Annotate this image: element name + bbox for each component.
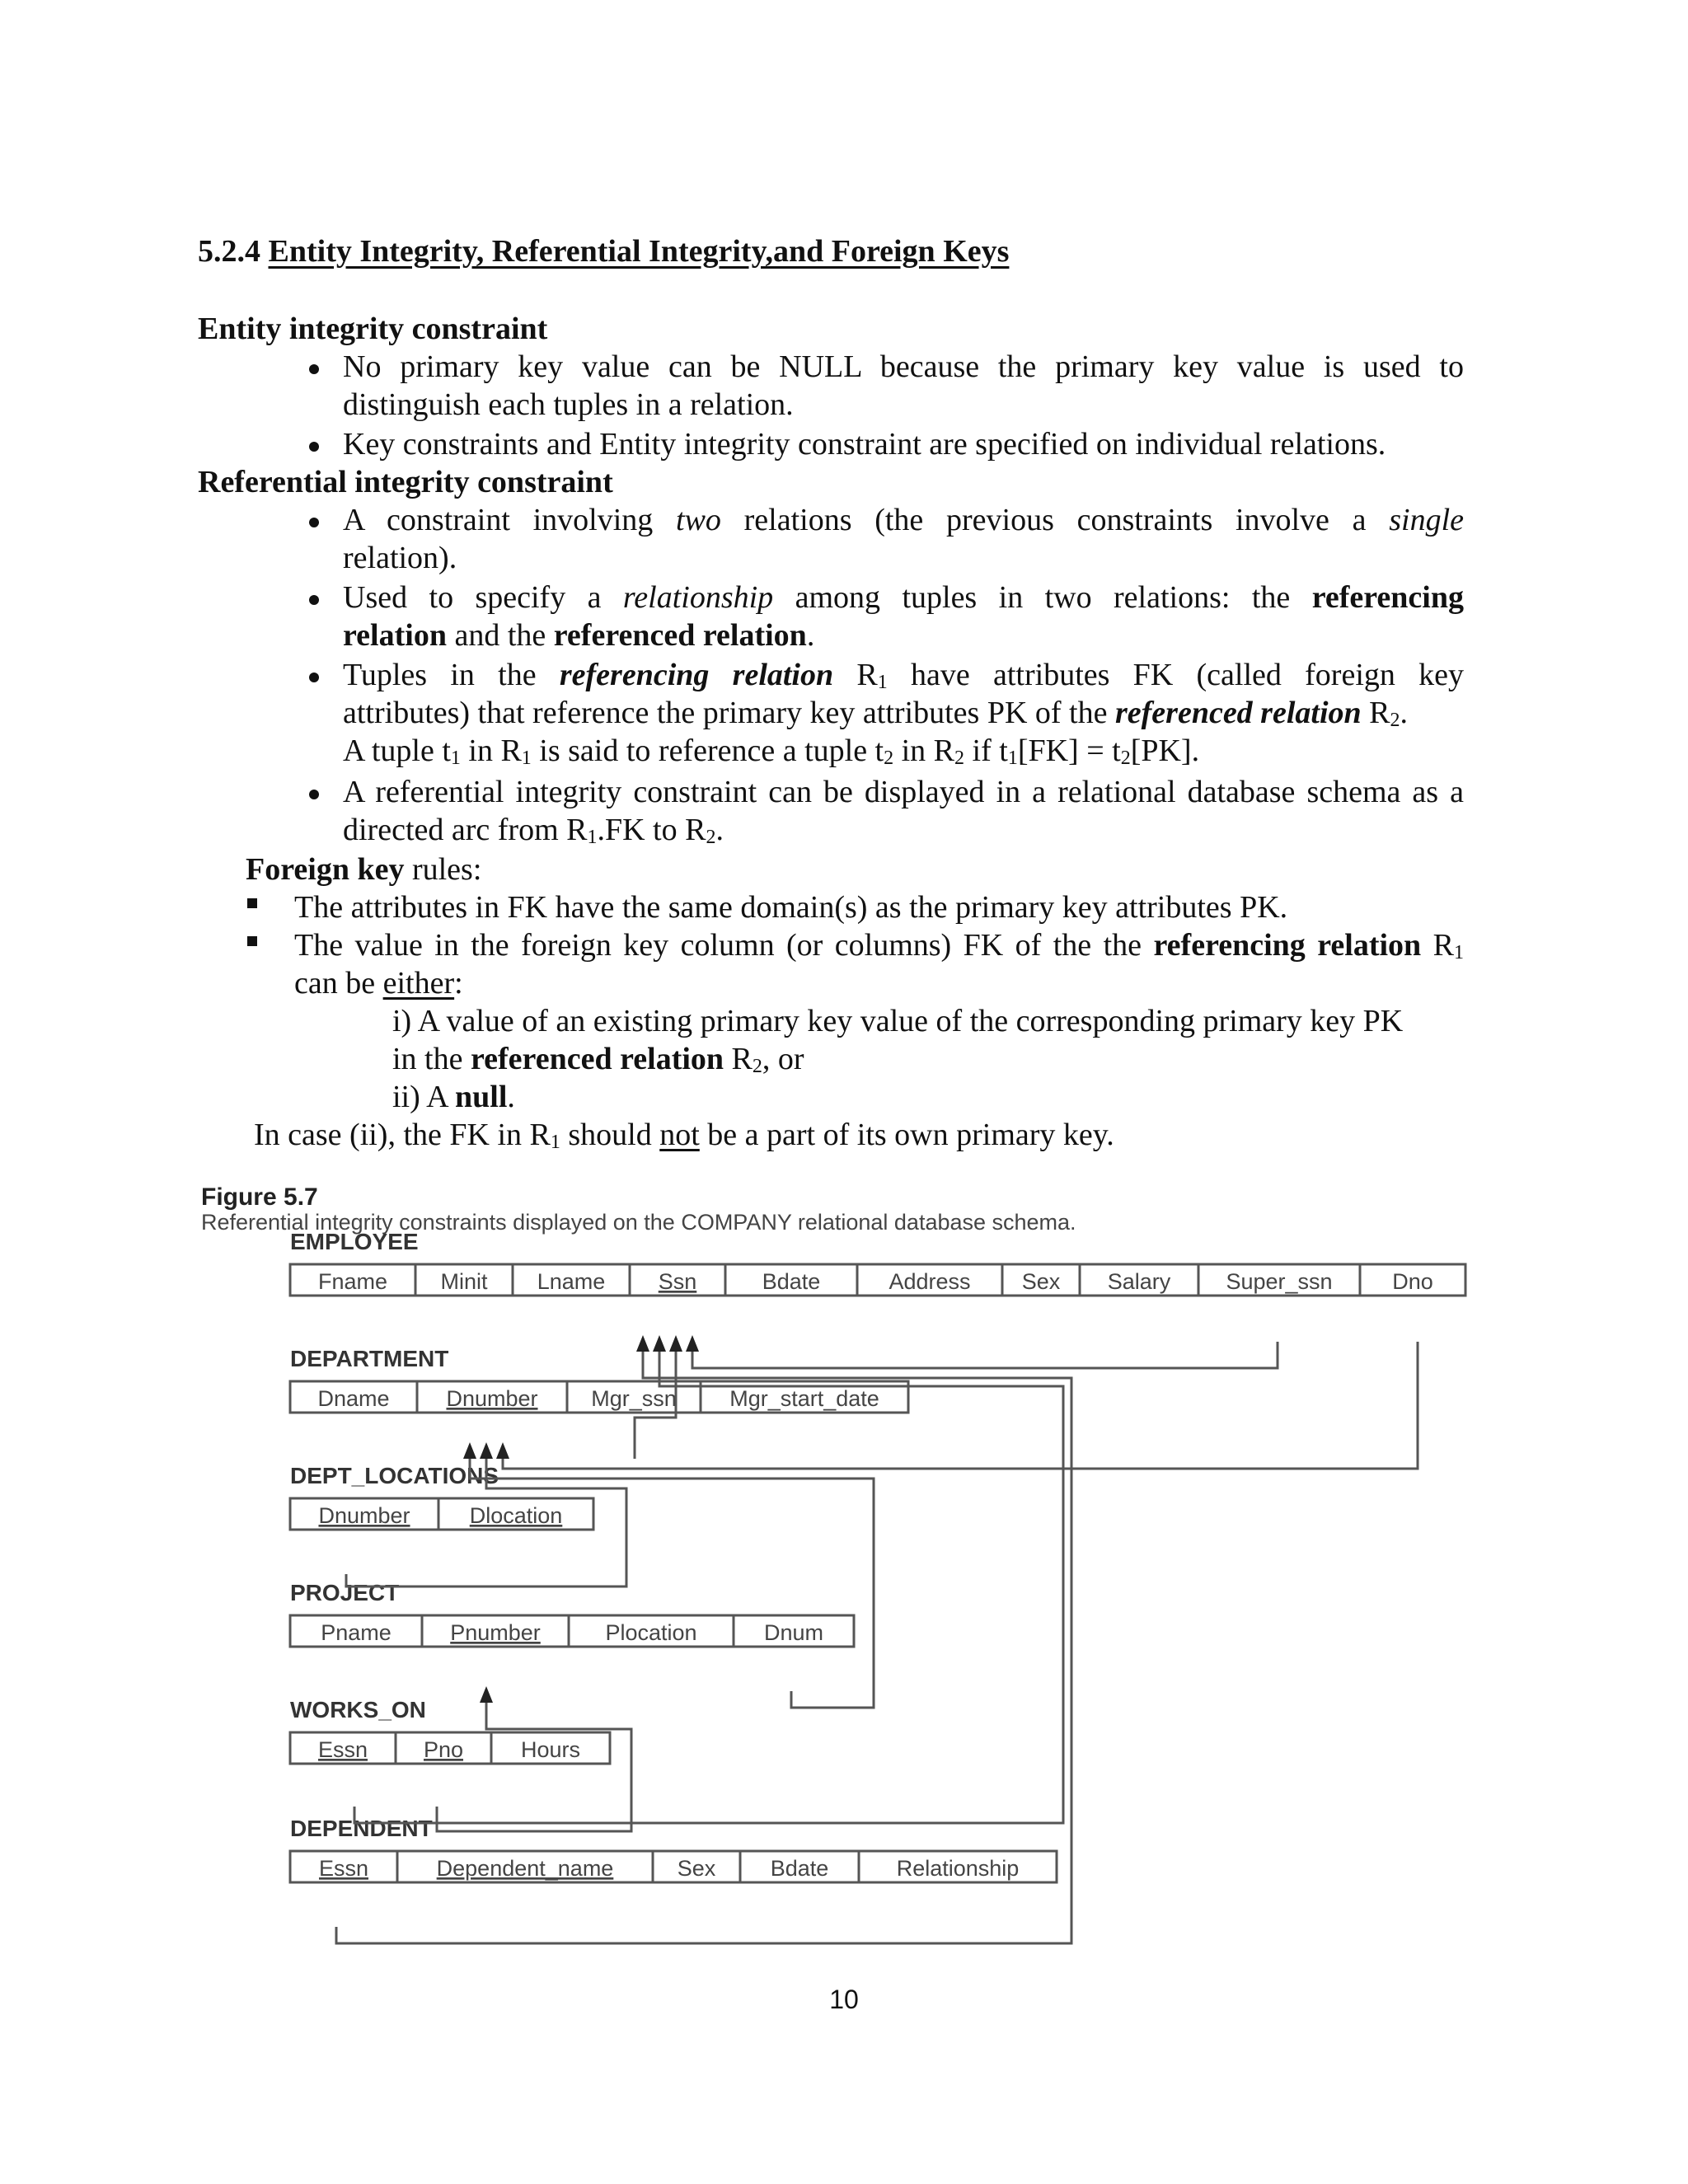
- arrowhead: [653, 1335, 666, 1352]
- attribute-label: Mgr_start_date: [729, 1386, 879, 1411]
- ref-bullet-3-line3: A tuple $t_1$ in $R_1$ is said to reference a tuple $t_2$ in $R_2$ if $t_1[FK] = t_2[PK]$.: [343, 733, 1200, 769]
- referential-integrity-heading: Referential integrity constraint: [198, 465, 613, 499]
- attribute-label: Super_ssn: [1226, 1269, 1333, 1294]
- table-name: EMPLOYEE: [290, 1229, 419, 1254]
- fk-rule-2-line2: can be either:: [294, 966, 463, 1001]
- attribute-label: Essn: [318, 1856, 369, 1881]
- entity-integrity-heading: Entity integrity constraint: [198, 312, 548, 346]
- section-number: 5.2.4: [198, 234, 260, 269]
- figure-label: Figure 5.7: [201, 1183, 318, 1211]
- attribute-label: Bdate: [762, 1269, 821, 1294]
- fk-option-1-line2: in the referenced relation $R_2$, or: [392, 1042, 804, 1077]
- arrowhead: [480, 1686, 493, 1703]
- arc-dnum-to-dnumber: [470, 1459, 874, 1708]
- ref-bullet-2-line1: Used to specify a relationship among tuples in two relations: the referencing: [343, 580, 1464, 615]
- attribute-label: Minit: [440, 1269, 488, 1294]
- schema-tables: [290, 1229, 1465, 1882]
- ref-bullet-3-line1: Tuples in the referencing relation $R_1$ have attributes FK (called foreign key: [343, 658, 1465, 693]
- attribute-label: Dnum: [763, 1620, 824, 1645]
- attribute-label: Lname: [537, 1269, 606, 1294]
- attribute-label: Dnumber: [446, 1386, 538, 1411]
- attribute-label: Ssn: [658, 1269, 697, 1294]
- fk-rule-2-line1: The value in the foreign key column (or columns) FK of the the referencing relation $R_1$: [294, 928, 1465, 963]
- attribute-label: Mgr_ssn: [591, 1386, 677, 1411]
- attribute-label: Dname: [317, 1386, 390, 1411]
- arrowhead: [480, 1442, 493, 1459]
- ref-bullet-1-line1: A constraint involving two relations (the previous constraints involve a single: [343, 503, 1465, 537]
- arc-pno-to-pnumber: [437, 1703, 631, 1831]
- attribute-label: Sex: [1021, 1269, 1061, 1294]
- ref-bullet-4-line1: A referential integrity constraint can be displayed in a relational database schema as a: [343, 775, 1464, 809]
- ref-bullet-2-line2: relation and the referenced relation.: [343, 618, 815, 653]
- attribute-label: Fname: [317, 1269, 388, 1294]
- attribute-label: Address: [889, 1269, 971, 1294]
- arrowhead: [636, 1335, 649, 1352]
- attribute-label: Dependent_name: [436, 1856, 614, 1881]
- attribute-label: Essn: [317, 1737, 368, 1762]
- table-name: DEPARTMENT: [290, 1346, 449, 1371]
- fk-note: In case (ii), the FK in $R_1$ should not be a part of its own primary key.: [254, 1118, 1114, 1153]
- fk-option-1-line1: i) A value of an existing primary key value of the corresponding primary key PK: [392, 1004, 1404, 1038]
- attribute-label: Plocation: [605, 1620, 697, 1645]
- ref-bullet-3-line2: attributes) that reference the primary key attributes PK of the referenced relation $R_2$.: [343, 696, 1408, 731]
- attribute-label: Hours: [520, 1737, 581, 1762]
- arrowhead: [496, 1442, 509, 1459]
- entity-bullet-1-line1: No primary key value can be NULL because the primary key value is used to: [343, 349, 1464, 384]
- attribute-label: Bdate: [770, 1856, 829, 1881]
- section-title: Entity Integrity, Referential Integrity,and Foreign Keys: [268, 234, 1010, 269]
- attribute-label: Dno: [1392, 1269, 1433, 1294]
- table-name: PROJECT: [290, 1580, 400, 1605]
- arc-super-ssn-to-ssn: [692, 1342, 1278, 1368]
- ref-bullet-4-line2: directed arc from $R_1.FK$ to $R_2$.: [343, 813, 724, 848]
- attribute-label: Relationship: [896, 1856, 1020, 1881]
- table-name: DEPENDENT: [290, 1816, 433, 1841]
- attribute-label: Pnumber: [450, 1620, 541, 1645]
- page-number: 10: [829, 1985, 859, 2014]
- ref-bullet-1-line2: relation).: [343, 541, 457, 575]
- foreign-key-heading: Foreign key rules:: [246, 852, 482, 887]
- attribute-label: Dlocation: [469, 1503, 563, 1528]
- fk-rule-1: The attributes in FK have the same domain(s) as the primary key attributes PK.: [294, 890, 1288, 925]
- attribute-label: Pno: [423, 1737, 464, 1762]
- table-name: DEPT_LOCATIONS: [290, 1463, 499, 1488]
- arrowhead: [463, 1442, 476, 1459]
- fk-option-2: ii) A null.: [392, 1080, 515, 1114]
- attribute-label: Sex: [677, 1856, 716, 1881]
- entity-bullet-1-line2: distinguish each tuples in a relation.: [343, 387, 794, 422]
- entity-bullet-2: Key constraints and Entity integrity constraint are specified on individual relations.: [343, 427, 1386, 462]
- attribute-label: Dnumber: [318, 1503, 410, 1528]
- table-name: WORKS_ON: [290, 1697, 426, 1722]
- arrowhead: [669, 1335, 682, 1352]
- attribute-label: Pname: [321, 1620, 392, 1645]
- figure-caption: Referential integrity constraints displayed on the COMPANY relational database schema.: [201, 1210, 1076, 1235]
- attribute-label: Salary: [1107, 1269, 1171, 1294]
- arrowhead: [686, 1335, 699, 1352]
